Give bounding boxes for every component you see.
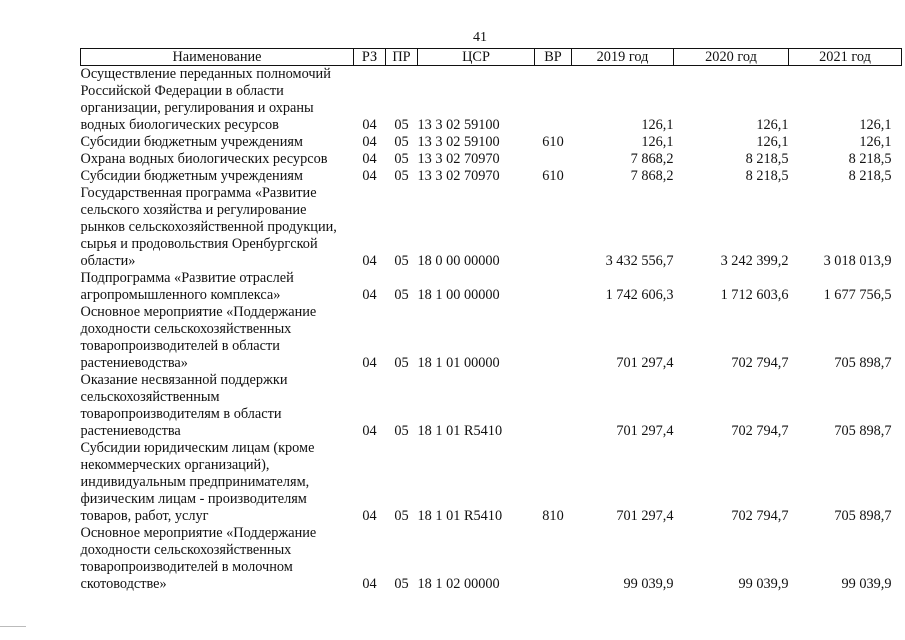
header-2021: 2021 год <box>789 49 902 66</box>
cell-name: Осуществление переданных полномочий Российской Федерации в области организации, регулирования и охраны водных биологических ресурсов <box>80 66 331 133</box>
cell-csr: 18 0 00 00000 <box>417 253 500 269</box>
cell-csr: 13 3 02 59100 <box>417 134 500 150</box>
cell-vr: 810 <box>542 508 564 524</box>
table-row <box>81 185 902 270</box>
cell-vr <box>535 66 572 135</box>
cell-pr: 05 <box>394 253 409 269</box>
cell-name: Основное мероприятие «Поддержание доходности сельскохозяйственных товаропроизводителей в молочном скотоводстве» <box>80 525 317 592</box>
cell-year-2020: 126,1 <box>756 117 789 133</box>
cell-rz: 04 <box>362 287 377 303</box>
cell-year-2020: 702 794,7 <box>731 355 789 371</box>
cell-year-2020: 1 712 603,6 <box>720 287 789 303</box>
cell-csr: 18 1 01 R5410 <box>417 508 503 524</box>
cell-year-2021: 1 677 756,5 <box>823 287 892 303</box>
header-2020: 2020 год <box>674 49 789 66</box>
cell-year-2021: 126,1 <box>859 134 892 150</box>
cell-year-2019: 126,1 <box>641 134 674 150</box>
cell-rz: 04 <box>362 168 377 184</box>
cell-rz: 04 <box>362 576 377 592</box>
table-row <box>81 66 902 135</box>
cell-year-2020: 126,1 <box>756 134 789 150</box>
header-rz: РЗ <box>354 49 386 66</box>
cell-rz: 04 <box>362 151 377 167</box>
cell-year-2021: 8 218,5 <box>848 168 892 184</box>
cell-pr: 05 <box>394 423 409 439</box>
cell-vr: 610 <box>542 168 564 184</box>
cell-pr: 05 <box>394 134 409 150</box>
cell-name: Субсидии бюджетным учреждениям <box>80 168 303 184</box>
cell-name: Субсидии юридическим лицам (кроме некоммерческих организаций), индивидуальным предпринимателям, физическим лицам - производителям товаров, работ, услуг <box>80 440 315 524</box>
cell-rz: 04 <box>362 134 377 150</box>
cell-pr: 05 <box>394 576 409 592</box>
cell-csr: 13 3 02 70970 <box>417 151 500 167</box>
cell-rz: 04 <box>362 117 377 133</box>
cell-year-2019: 99 039,9 <box>623 576 674 592</box>
cell-year-2019: 701 297,4 <box>616 355 674 371</box>
cell-rz: 04 <box>362 508 377 524</box>
cell-rz: 04 <box>362 423 377 439</box>
cell-csr: 13 3 02 70970 <box>417 168 500 184</box>
table-row <box>81 151 902 168</box>
table-row <box>81 168 902 185</box>
cell-name: Субсидии бюджетным учреждениям <box>80 134 303 150</box>
table-row <box>81 270 902 304</box>
cell-vr <box>535 185 572 270</box>
cell-vr <box>535 304 572 372</box>
cell-pr: 05 <box>394 508 409 524</box>
table-row <box>81 372 902 440</box>
budget-table <box>80 48 902 593</box>
header-csr: ЦСР <box>418 49 535 66</box>
cell-pr: 05 <box>394 287 409 303</box>
scan-edge-mark <box>0 626 26 627</box>
cell-year-2019: 126,1 <box>641 117 674 133</box>
cell-year-2020: 3 242 399,2 <box>720 253 789 269</box>
cell-vr <box>535 372 572 440</box>
header-pr: ПР <box>386 49 418 66</box>
cell-rz: 04 <box>362 355 377 371</box>
cell-pr: 05 <box>394 168 409 184</box>
table-row <box>81 525 902 593</box>
cell-year-2020: 702 794,7 <box>731 508 789 524</box>
cell-year-2021: 99 039,9 <box>841 576 892 592</box>
cell-name: Оказание несвязанной поддержки сельскохозяйственным товаропроизводителям в области растениеводства <box>80 372 288 439</box>
cell-csr: 18 1 00 00000 <box>417 287 500 303</box>
cell-pr: 05 <box>394 151 409 167</box>
cell-csr: 18 1 01 00000 <box>417 355 500 371</box>
cell-csr: 13 3 02 59100 <box>417 117 500 133</box>
cell-year-2019: 7 868,2 <box>630 151 674 167</box>
cell-year-2020: 8 218,5 <box>745 168 789 184</box>
cell-year-2020: 702 794,7 <box>731 423 789 439</box>
table-row <box>81 440 902 525</box>
cell-year-2021: 3 018 013,9 <box>823 253 892 269</box>
cell-year-2021: 705 898,7 <box>834 508 892 524</box>
cell-year-2021: 126,1 <box>859 117 892 133</box>
cell-pr: 05 <box>394 117 409 133</box>
cell-year-2019: 701 297,4 <box>616 423 674 439</box>
cell-year-2019: 3 432 556,7 <box>605 253 674 269</box>
table-header-row <box>81 49 902 66</box>
cell-year-2019: 1 742 606,3 <box>605 287 674 303</box>
cell-vr <box>535 151 572 168</box>
cell-year-2019: 701 297,4 <box>616 508 674 524</box>
table-row <box>81 304 902 372</box>
cell-name: Основное мероприятие «Поддержание доходности сельскохозяйственных товаропроизводителей в области растениеводства» <box>80 304 317 371</box>
cell-vr <box>535 270 572 304</box>
cell-year-2021: 705 898,7 <box>834 423 892 439</box>
header-name: Наименование <box>81 49 354 66</box>
cell-year-2019: 7 868,2 <box>630 168 674 184</box>
cell-rz: 04 <box>362 253 377 269</box>
cell-vr: 610 <box>542 134 564 150</box>
cell-pr: 05 <box>394 355 409 371</box>
cell-vr <box>535 525 572 593</box>
cell-year-2021: 8 218,5 <box>848 151 892 167</box>
page-number: 41 <box>473 30 487 45</box>
cell-csr: 18 1 01 R5410 <box>417 423 503 439</box>
cell-csr: 18 1 02 00000 <box>417 576 500 592</box>
header-vr: ВР <box>535 49 572 66</box>
table-row <box>81 134 902 151</box>
cell-name: Охрана водных биологических ресурсов <box>80 151 328 167</box>
cell-name: Государственная программа «Развитие сельского хозяйства и регулирование рынков сельскохозяйственной продукции, сырья и продовольствия Оренбургской области» <box>80 185 337 269</box>
cell-name: Подпрограмма «Развитие отраслей агропромышленного комплекса» <box>80 270 294 303</box>
header-2019: 2019 год <box>572 49 674 66</box>
cell-year-2020: 8 218,5 <box>745 151 789 167</box>
cell-year-2020: 99 039,9 <box>738 576 789 592</box>
cell-year-2021: 705 898,7 <box>834 355 892 371</box>
